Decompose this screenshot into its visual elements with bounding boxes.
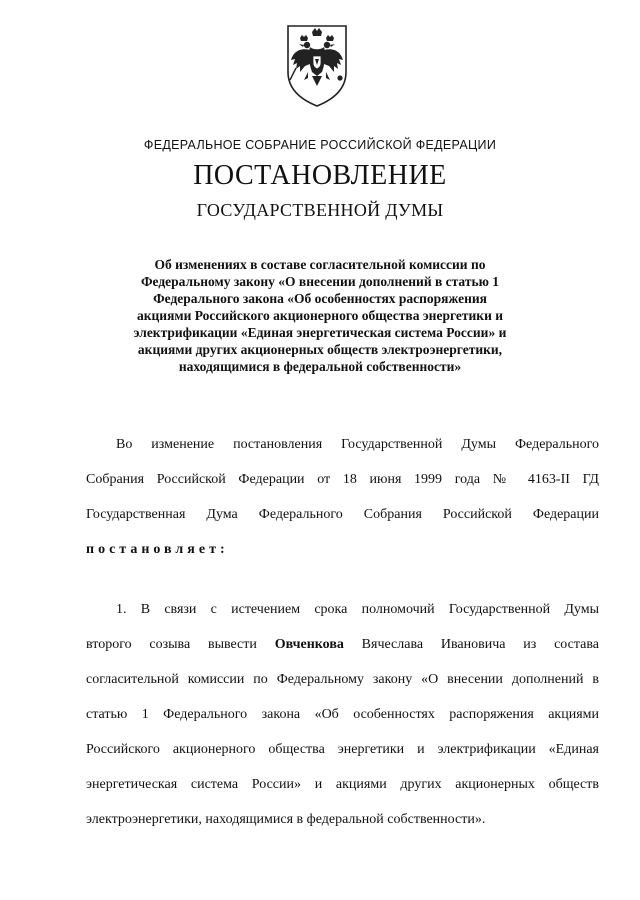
document-title — [120, 256, 520, 375]
item-1-line: согласительной комиссии по Федеральному закону «О внесении дополнений в — [86, 672, 599, 687]
title-line: Об изменениях в составе согласительной комиссии по — [154, 257, 486, 272]
item-1-line: Российского акционерного общества энергетики и электрификации «Единая — [86, 742, 599, 757]
resolves-line — [86, 532, 599, 567]
item-1-line: электроэнергетики, находящимися в федеральной собственности». — [86, 812, 486, 827]
item-1-line: 1. В связи с истечением срока полномочий Государственной Думы — [116, 602, 599, 617]
title-line: электрификации «Единая энергетическая система России» и — [133, 325, 507, 340]
title-line: находящимися в федеральной собственности» — [178, 359, 462, 374]
preamble-paragraph — [86, 427, 599, 567]
item-1-line: статью 1 Федерального закона «Об особенностях распоряжения акциями — [86, 707, 599, 722]
title-line: Федерального закона «Об особенностях распоряжения — [153, 291, 487, 306]
person-surname: Овченкова — [274, 637, 344, 652]
item-1-line — [86, 627, 599, 662]
preamble-line: Собрания Российской Федерации от 18 июня 1999 года № 4163-II ГД — [86, 472, 599, 487]
document-issuer: ГОСУДАРСТВЕННОЙ ДУМЫ — [196, 200, 444, 220]
document-type: ПОСТАНОВЛЕНИЕ — [193, 160, 447, 191]
coat-of-arms-icon — [282, 20, 352, 108]
preamble-line: Государственная Дума Федерального Собрания Российской Федерации — [86, 507, 599, 522]
item-1-line: энергетическая система России» и акциями других акционерных обществ — [86, 777, 599, 792]
item-1-text: Вячеслава Ивановича из состава — [343, 637, 600, 652]
item-1-text: второго созыва вывести — [86, 637, 275, 652]
resolves-word: постановляет: — [86, 542, 229, 557]
title-line: Федеральному закону «О внесении дополнений в статью 1 — [140, 274, 500, 289]
preamble-line: Во изменение постановления Государственной Думы Федерального — [116, 437, 599, 452]
item-1-paragraph — [86, 592, 599, 837]
title-line: акциями других акционерных обществ электроэнергетики, — [137, 342, 503, 357]
title-line: акциями Российского акционерного общества энергетики и — [136, 308, 504, 323]
organization-name: ФЕДЕРАЛЬНОЕ СОБРАНИЕ РОССИЙСКОЙ ФЕДЕРАЦИИ — [143, 138, 497, 152]
